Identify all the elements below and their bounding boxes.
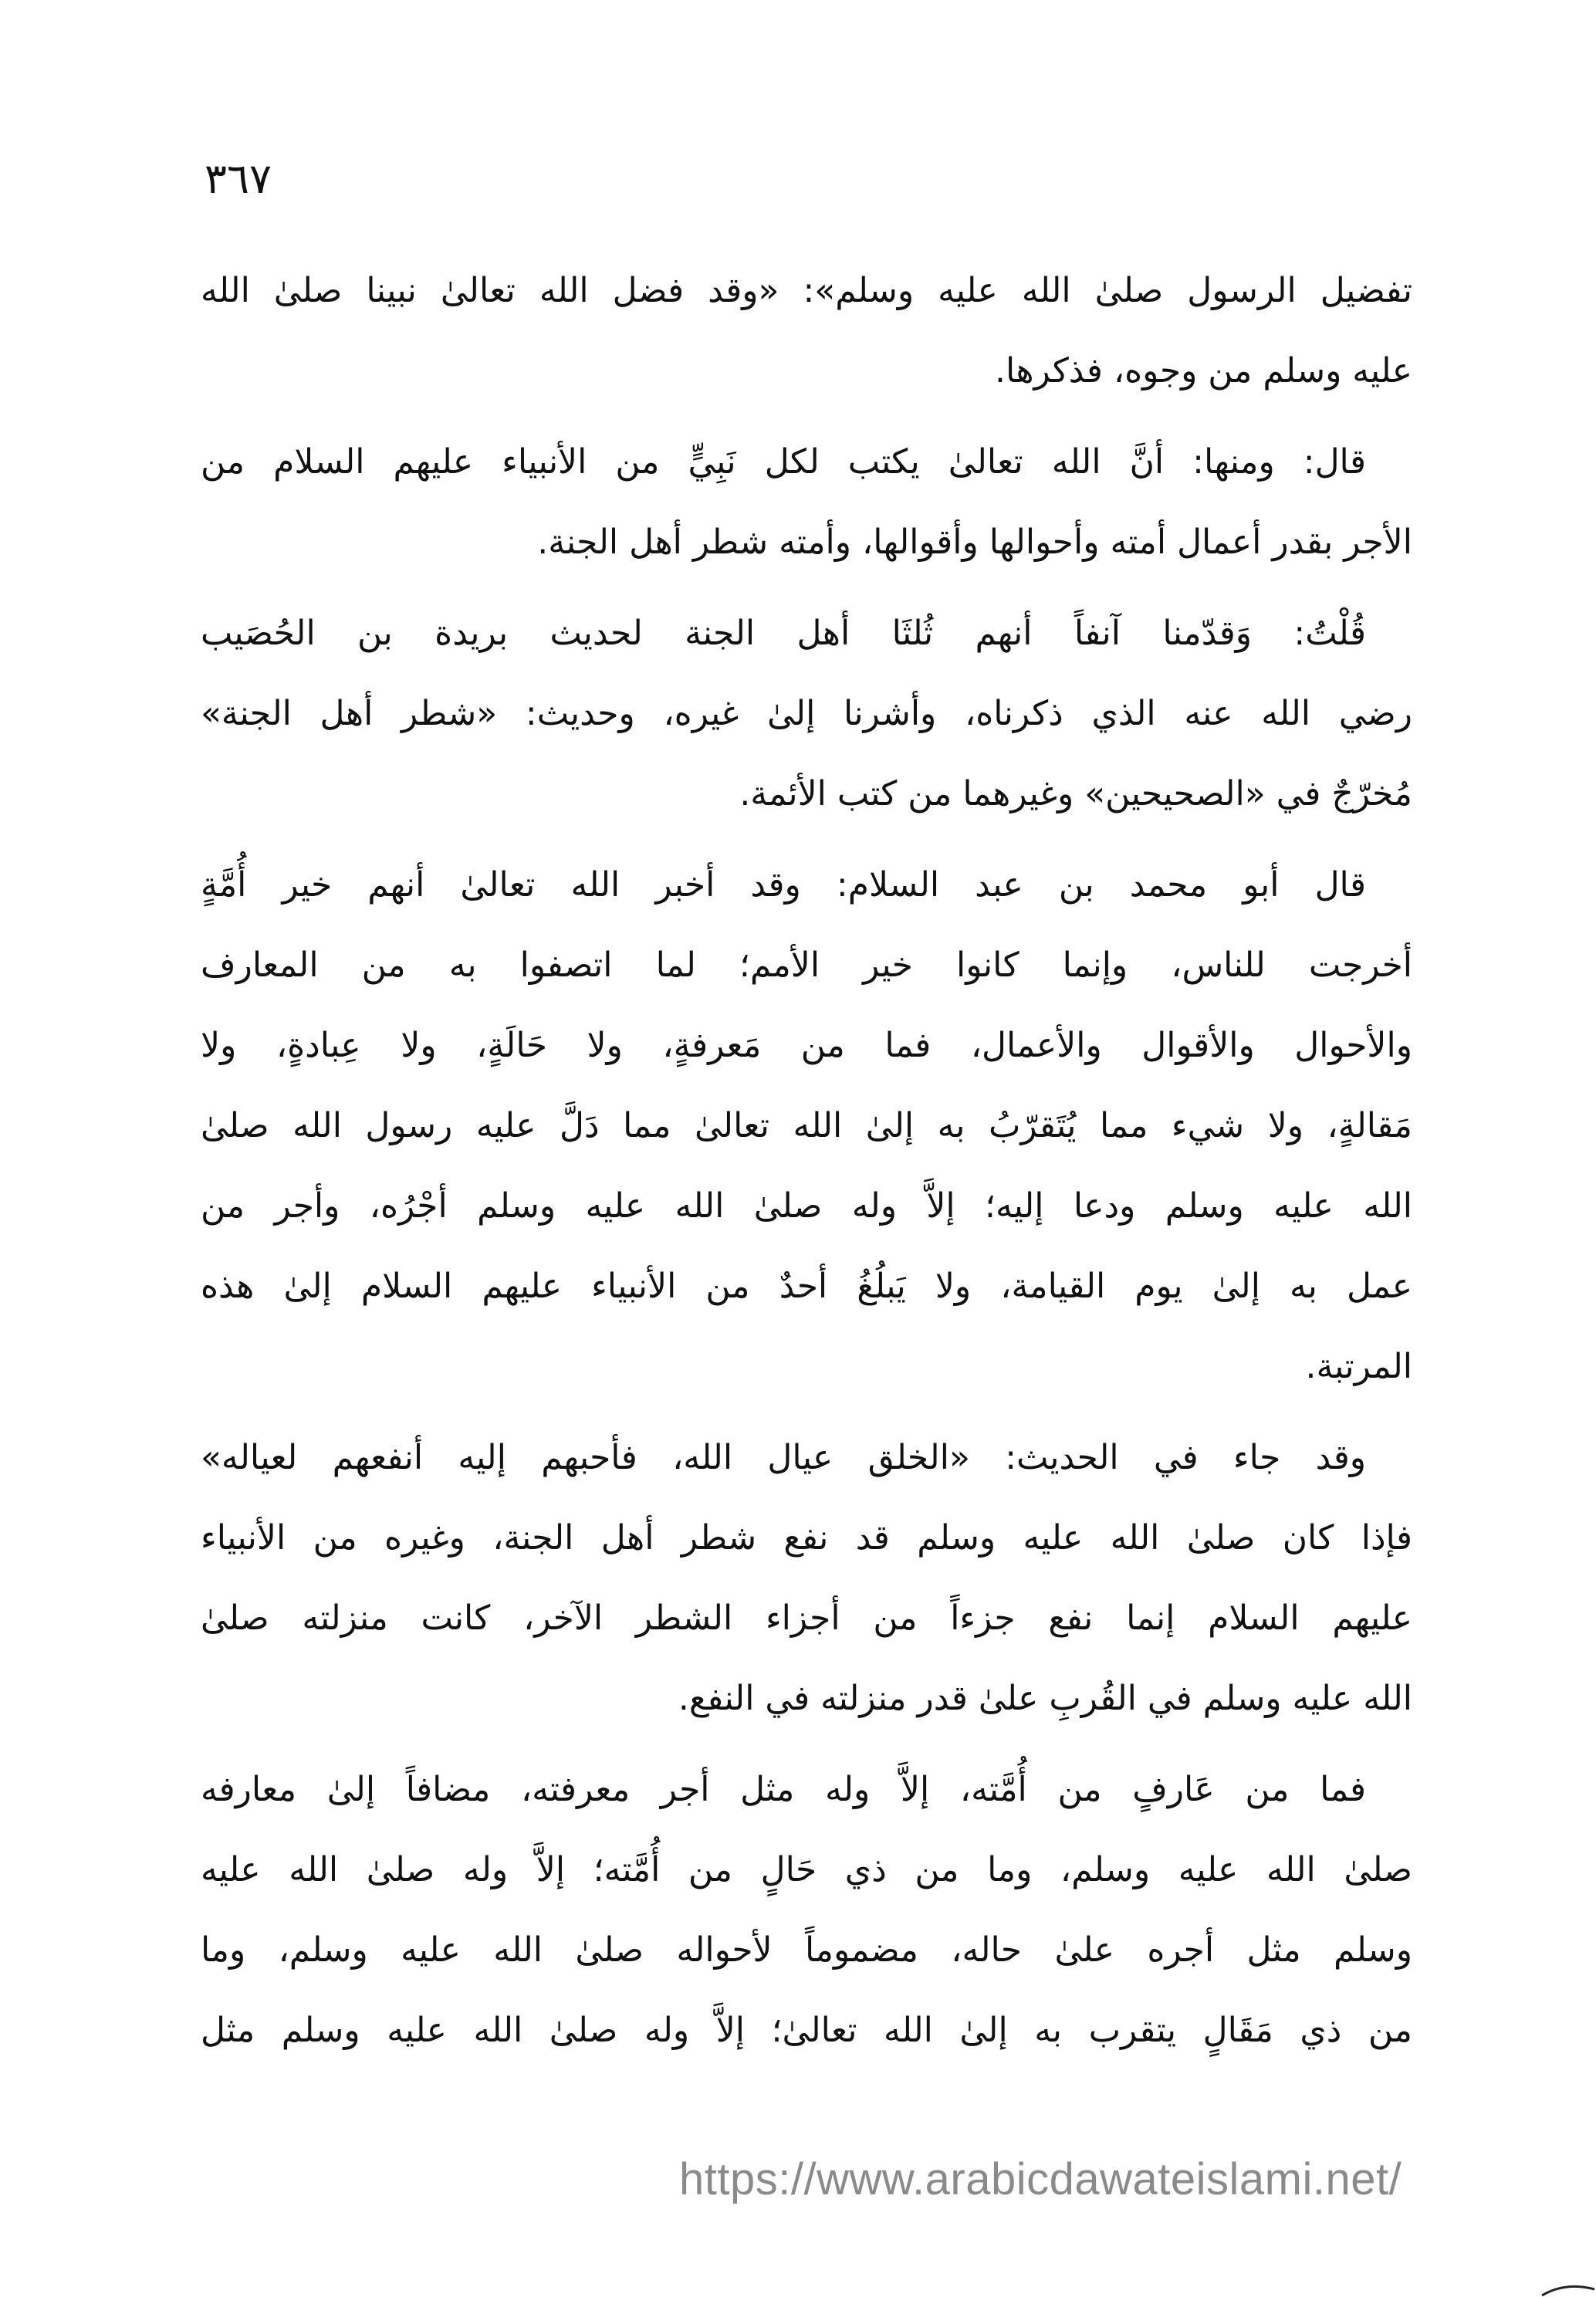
text-line: فما من عَارفٍ من أُمَّته، إلاَّ وله مثل أجر معرفته، مضافاً إلىٰ معارفه bbox=[201, 1770, 1366, 1809]
text-line: وقد جاء في الحديث: «الخلق عيال الله، فأحبهم إليه أنفعهم لعياله» bbox=[201, 1438, 1366, 1477]
text-line: أخرجت للناس، وإنما كانوا خير الأمم؛ لما اتصفوا به من المعارف bbox=[201, 946, 1412, 985]
text-line: قال: ومنها: أنَّ الله تعالىٰ يكتب لكل نَبِيٍّ من الأنبياء عليهم السلام من bbox=[201, 442, 1366, 482]
text-line: مَقالةٍ، ولا شيء مما يُتَقرّبُ به إلىٰ الله تعالىٰ مما دَلَّ عليه رسول الله صلىٰ bbox=[201, 1106, 1412, 1145]
text-line: وسلم مثل أجره علىٰ حاله، مضموماً لأحواله صلىٰ الله عليه وسلم، وما bbox=[201, 1930, 1412, 1970]
paragraph-4 bbox=[201, 845, 1412, 1407]
text-line: الله عليه وسلم ودعا إليه؛ إلاَّ وله صلىٰ الله عليه وسلم أجْرُه، وأجر من bbox=[201, 1186, 1412, 1226]
text-line: صلىٰ الله عليه وسلم، وما من ذي حَالٍ من أُمَّته؛ إلاَّ وله صلىٰ الله عليه bbox=[201, 1850, 1412, 1889]
paragraph-6 bbox=[201, 1750, 1412, 2071]
text-line: مُخرّجٌ في «الصحيحين» وغيرهما من كتب الأئمة. bbox=[739, 774, 1412, 814]
text-line: والأحوال والأقوال والأعمال، فما من مَعرفةٍ، ولا حَالَةٍ، ولا عِبادةٍ، ولا bbox=[201, 1026, 1412, 1065]
text-line: تفضيل الرسول صلىٰ الله عليه وسلم»: «وقد فضل الله تعالىٰ نبينا صلىٰ الله bbox=[201, 271, 1412, 310]
source-url-link[interactable]: https://www.arabicdawateislami.net/ bbox=[679, 2154, 1402, 2204]
paragraph-1 bbox=[201, 251, 1412, 411]
text-line: الله عليه وسلم في القُربِ علىٰ قدر منزلته في النفع. bbox=[678, 1679, 1412, 1718]
text-line: الأجر بقدر أعمال أمته وأحوالها وأقوالها، وأمته شطر أهل الجنة. bbox=[537, 523, 1412, 562]
text-line: فإذا كان صلىٰ الله عليه وسلم قد نفع شطر أهل الجنة، وغيره من الأنبياء bbox=[201, 1518, 1412, 1558]
paragraph-3 bbox=[201, 594, 1412, 834]
body-text bbox=[201, 251, 1412, 2082]
text-line: عليهم السلام إنما نفع جزءاً من أجزاء الشطر الآخر، كانت منزلته صلىٰ bbox=[201, 1598, 1412, 1638]
paragraph-5 bbox=[201, 1418, 1412, 1739]
text-line: رضي الله عنه الذي ذكرناه، وأشرنا إلىٰ غيره، وحديث: «شطر أهل الجنة» bbox=[201, 694, 1412, 733]
page-number: ٣٦٧ bbox=[205, 154, 272, 203]
text-line: المرتبة. bbox=[1305, 1347, 1412, 1386]
text-line: قال أبو محمد بن عبد السلام: وقد أخبر الله تعالىٰ أنهم خير أُمَّةٍ bbox=[201, 865, 1366, 905]
paragraph-2 bbox=[201, 422, 1412, 583]
text-line: عليه وسلم من وجوه، فذكرها. bbox=[994, 351, 1412, 391]
text-line: من ذي مَقَالٍ يتقرب به إلىٰ الله تعالىٰ؛ إلاَّ وله صلىٰ الله عليه وسلم مثل bbox=[201, 2011, 1412, 2050]
page-corner-mark bbox=[1534, 2266, 1596, 2297]
text-line: عمل به إلىٰ يوم القيامة، ولا يَبلُغُ أحدٌ من الأنبياء عليهم السلام إلىٰ هذه bbox=[201, 1267, 1412, 1306]
text-line: قُلْتُ: وَقدّمنا آنفاً أنهم ثُلثَا أهل الجنة لحديث بريدة بن الحُصَيب bbox=[201, 614, 1366, 653]
